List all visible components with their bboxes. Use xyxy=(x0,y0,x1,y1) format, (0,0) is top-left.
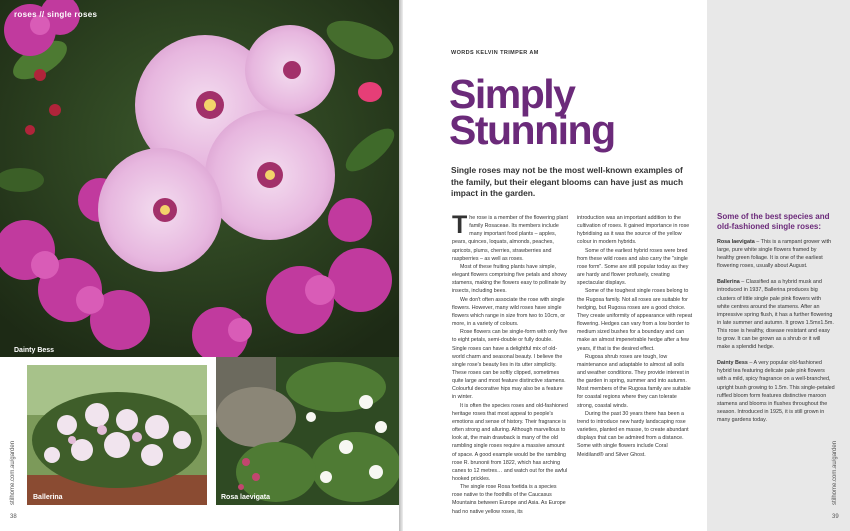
col1-para-6: The single rose Rosa foetida is a species rose native to the foothills of the Caucasus Mountains between Europe and Asia. As Europe had no native yellow roses, its xyxy=(452,484,566,515)
col2-para-2: Some of the earliest hybrid roses were bred from these wild roses and also carry the "single rose form". Some are still popular today as they are hardy and flower profusely, creating spectacular displays. xyxy=(577,247,689,287)
col2-para-5: During the past 30 years there has been a trend to introduce new hardy landscaping rose varieties, planted en masse, to create abundant displays that can be admired from a distance. Some with single flowers include Coral Meidiland® and Silver Ghost. xyxy=(577,410,689,458)
col1-para-5: It is often the species roses and old-fashioned heritage roses that most appeal to people's emotions and sense of history. Their fragrance is often strong and alluring. Although marvellous to look at, the main drawback is many of the old rambling single roses require a massive amount of space. A good example would be the rambling rose R. brunonii from 1822, which has arching canes to 12 metres… and watch out for the awful hooked prickles. xyxy=(452,402,568,482)
article-title xyxy=(449,71,615,153)
col2-para-1: introduction was an important addition to the cultivation of roses. It gained importance in rose hybridising as it was the source of the yellow colour in modern hybrids. xyxy=(577,215,690,246)
caption-ballerina: Ballerina xyxy=(33,494,63,501)
sidebar-body xyxy=(717,238,835,432)
ballerina-photo xyxy=(27,365,207,505)
col1-para-4: Rose flowers can be single-form with only five to eight petals, semi-double or fully double. Single roses can have a delightful mix of old-world charm and seasonal beauty. I believe the single rose's beauty lies in its utter simplicity. These roses can be softly clipped, sometimes quite large and most feature distinctive stamens. Colourful decorative hips may also be a feature in winter. xyxy=(452,329,568,401)
caption-rosa-laevigata: Rosa laevigata xyxy=(221,494,271,501)
body-column-1 xyxy=(452,211,568,516)
col2-para-3: Some of the toughest single roses belong to the Rugosa family. Not all roses are suitable for hedging, but Rugosa roses are a good choice. They create uniformity of appearance with repeat flowering. Hedges can vary from a low border to medium sized bushes for a boundary and can make an almost impenetrable hedge after a few years, if that is the desired effect. xyxy=(577,288,693,352)
right-vertical-url: stilhome.com.au/garden xyxy=(832,440,838,505)
sidebar-title: Some of the best species and old-fashioned single roses: xyxy=(717,212,830,231)
body-column-2 xyxy=(577,214,693,459)
right-page-number: 39 xyxy=(832,514,839,520)
section-tag: roses // single roses xyxy=(14,10,98,19)
intro-paragraph: Single roses may not be the most well-known examples of the family, but their elegant blooms can have just as much impact in the garden. xyxy=(451,165,684,198)
col1-para-1: he rose is a member of the flowering plant family Rosaceae. Its members include many important food plants – apples, pears, quinces, loquats, almonds, peaches, apricots, plums, cherries, strawberries and raspberries – as well as roses. xyxy=(452,215,568,262)
col1-para-3: We don't often associate the rose with single flowers. However, many wild roses have single flowers which range in size from two to 10cm, or more, in a variety of colours. xyxy=(452,296,566,328)
caption-dainty-bess: Dainty Bess xyxy=(14,347,55,354)
dainty-bess-photo xyxy=(0,0,399,357)
left-page xyxy=(0,0,399,531)
drop-cap: T xyxy=(452,211,468,239)
sidebar-entry-text: – Classified as a hybrid musk and introduced in 1937, Ballerina produces big clusters of little single pale pink flowers with white centres around the stamens. After an impressive spring flush, it has a further flowering in late summer and autumn. It grows 1.5mx1.5m. This rose is healthy, disease resistant and easy to grow. It can be grown as a shrub or it will make a splendid hedge. xyxy=(717,279,834,351)
sidebar-entry-name: Ballerina xyxy=(717,279,740,286)
byline: WORDS KELVIN TRIMPER AM xyxy=(451,50,539,56)
left-vertical-url: stilhome.com.au/garden xyxy=(10,440,16,505)
rosa-laevigata-photo xyxy=(216,357,399,505)
left-page-number: 38 xyxy=(10,514,17,520)
sidebar-entry-name: Dainty Bess xyxy=(717,360,748,367)
bottom-margin xyxy=(0,505,399,531)
sidebar-entry-text: – This is a rampant grower with large, pure white single flowers framed by healthy green foliage. It is one of the earliest flowering roses, usually about August. xyxy=(717,239,832,270)
title-line-1: Simply xyxy=(449,71,575,117)
sidebar-entry xyxy=(717,278,835,351)
sidebar-entry xyxy=(717,359,835,424)
title-line-2: Stunning xyxy=(449,107,615,153)
sidebar-entry xyxy=(717,238,835,270)
sidebar-entry-name: Rosa laevigata xyxy=(717,239,755,245)
col2-para-4: Rugosa shrub roses are tough, low maintenance and adaptable to almost all soils and weather conditions. They provide interest in the garden in spring, summer and into autumn. Most members of the Rugosa family are suitable for coastal regions where they can tolerate strong, coastal winds. xyxy=(577,353,691,409)
col1-para-2: Most of these fruiting plants have simple, elegant flowers comprising five petals and showy stamens, making the flowers easy to pollinate by insects, including bees. xyxy=(452,263,567,295)
sidebar-entry-text: – A very popular old-fashioned hybrid tea featuring delicate pale pink flowers with a mild, spicy fragrance on a well-branched, upright bush growing to 1.5m. This single-petaled ruffled bloom form features distinctive maroon stamens and blooms in flushes throughout the season. Introduced in 1925, it is still grown in many gardens today. xyxy=(717,360,835,423)
